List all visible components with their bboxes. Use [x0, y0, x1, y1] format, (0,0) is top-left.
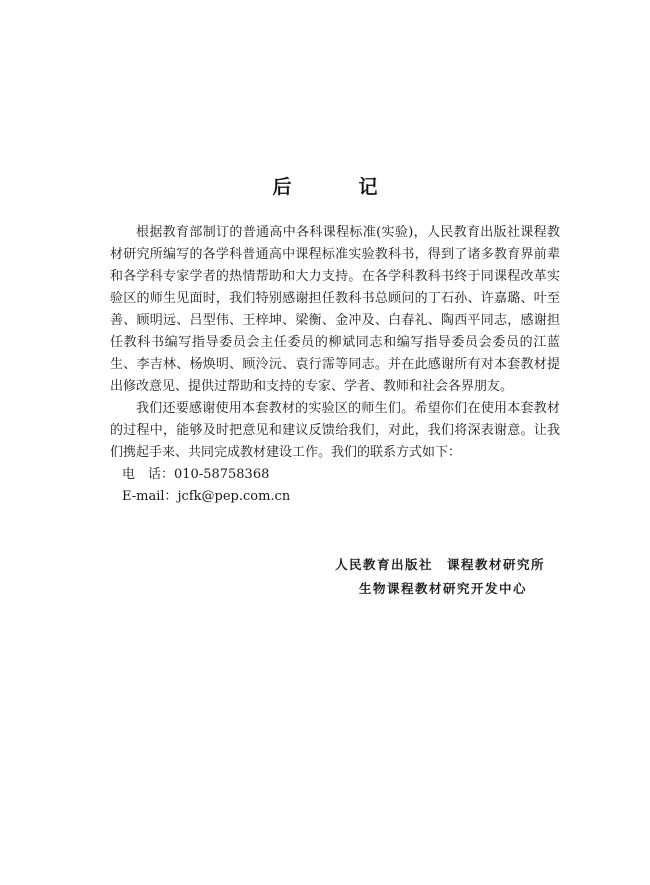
contact-phone: 电 话：010-58758368: [122, 467, 270, 482]
contact-email: E-mail：jcfk@pep.com.cn: [122, 489, 291, 504]
paragraph-thanks-users: 我们还要感谢使用本套教材的实验区的师生们。希望你们在使用本套教材的过程中，能够及时把意见和建议反馈给我们，对此，我们将深表谢意。让我们携起手来、共同完成教材建设工作。我们的联系方式如下：: [110, 401, 560, 460]
signature-block: [335, 553, 555, 601]
signature-line-center: 生物课程教材研究开发中心: [359, 581, 528, 596]
paragraph-acknowledgements: 根据教育部制订的普通高中各科课程标准(实验)，人民教育出版社课程教材研究所编写的各学科普通高中课程标准实验教科书，得到了诸多教育界前辈和各学科专家学者的热情帮助和大力支持。在各学科教科书终于同课程改革实验区的师生见面时，我们特别感谢担任教科书总顾问的丁石孙、许嘉璐、叶至善、顾明远、吕型伟、王梓坤、梁衡、金冲及、白春礼、陶西平同志，感谢担任教科书编写指导委员会主任委员的柳斌同志和编写指导委员会委员的江蓝生、李吉林、杨焕明、顾泠沅、袁行霈等同志。并在此感谢所有对本套教材提出修改意见、提供过帮助和支持的专家、学者、教师和社会各界朋友。: [110, 225, 560, 394]
signature-line-publisher: 人民教育出版社 课程教材研究所: [335, 557, 546, 572]
body-text: [110, 222, 560, 508]
page-title: 后 记: [272, 176, 402, 198]
